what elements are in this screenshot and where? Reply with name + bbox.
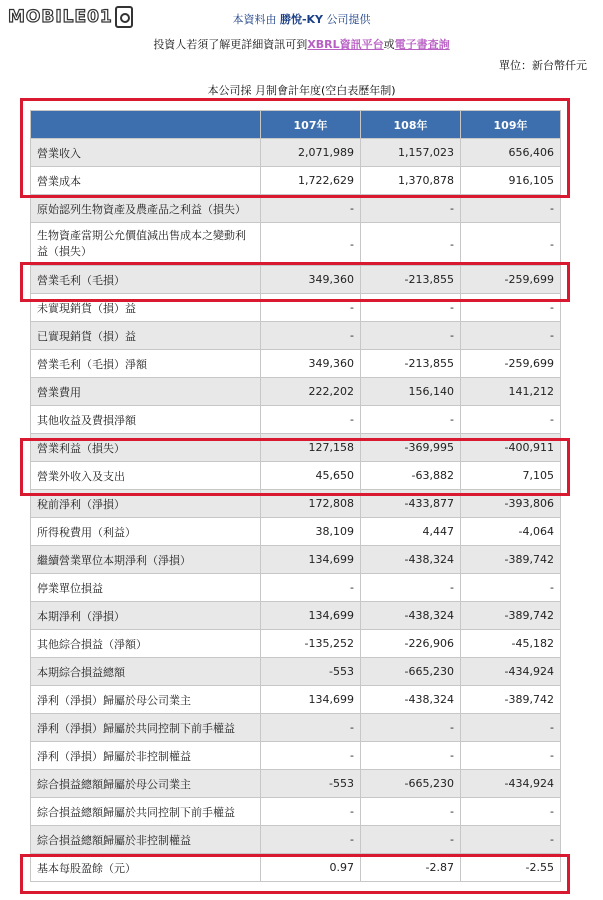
row-value: 134,699 bbox=[261, 602, 361, 630]
row-label: 綜合損益總額歸屬於非控制權益 bbox=[31, 826, 261, 854]
row-value: -2.87 bbox=[361, 854, 461, 882]
row-value: -259,699 bbox=[461, 350, 561, 378]
row-value: -63,882 bbox=[361, 462, 461, 490]
row-label: 營業外收入及支出 bbox=[31, 462, 261, 490]
table-row bbox=[31, 630, 561, 658]
row-label: 淨利（淨損）歸屬於非控制權益 bbox=[31, 742, 261, 770]
row-label: 營業利益（損失） bbox=[31, 434, 261, 462]
ebook-link[interactable]: 電子書查詢 bbox=[394, 38, 450, 51]
row-value: 222,202 bbox=[261, 378, 361, 406]
table-row bbox=[31, 798, 561, 826]
row-label: 其他收益及費損淨額 bbox=[31, 406, 261, 434]
row-label: 營業收入 bbox=[31, 139, 261, 167]
row-value: -553 bbox=[261, 770, 361, 798]
table-row bbox=[31, 167, 561, 195]
row-value: 38,109 bbox=[261, 518, 361, 546]
unit-label: 單位：新台幣仟元 bbox=[499, 59, 587, 72]
table-row bbox=[31, 574, 561, 602]
row-value: 1,157,023 bbox=[361, 139, 461, 167]
row-value: -45,182 bbox=[461, 630, 561, 658]
row-value: - bbox=[261, 322, 361, 350]
row-value: -226,906 bbox=[361, 630, 461, 658]
xbrl-link[interactable]: XBRL資訊平台 bbox=[307, 38, 384, 51]
row-value: -665,230 bbox=[361, 658, 461, 686]
row-value: -389,742 bbox=[461, 546, 561, 574]
row-value: -259,699 bbox=[461, 266, 561, 294]
row-value: -438,324 bbox=[361, 546, 461, 574]
row-value: -4,064 bbox=[461, 518, 561, 546]
table-row bbox=[31, 294, 561, 322]
table-row bbox=[31, 686, 561, 714]
row-label: 其他綜合損益（淨額） bbox=[31, 630, 261, 658]
table-row bbox=[31, 434, 561, 462]
table-row bbox=[31, 406, 561, 434]
company-name: 勝悅-KY bbox=[279, 13, 324, 26]
notice-line bbox=[0, 36, 603, 52]
table-row bbox=[31, 462, 561, 490]
row-label: 本期綜合損益總額 bbox=[31, 658, 261, 686]
table-row bbox=[31, 195, 561, 223]
row-value: 7,105 bbox=[461, 462, 561, 490]
row-value: - bbox=[261, 714, 361, 742]
row-label: 基本每股盈餘（元） bbox=[31, 854, 261, 882]
row-value: -553 bbox=[261, 658, 361, 686]
row-value: 172,808 bbox=[261, 490, 361, 518]
table-row bbox=[31, 139, 561, 167]
row-value: -434,924 bbox=[461, 770, 561, 798]
row-value: - bbox=[361, 223, 461, 266]
table-row bbox=[31, 602, 561, 630]
row-value: 349,360 bbox=[261, 266, 361, 294]
source-prefix: 本資料由 bbox=[232, 13, 277, 26]
row-value: - bbox=[261, 826, 361, 854]
row-value: - bbox=[361, 574, 461, 602]
row-label: 營業毛利（毛損） bbox=[31, 266, 261, 294]
table-row bbox=[31, 854, 561, 882]
table-row bbox=[31, 658, 561, 686]
row-value: 1,722,629 bbox=[261, 167, 361, 195]
row-value: 0.97 bbox=[261, 854, 361, 882]
table-row bbox=[31, 322, 561, 350]
row-label: 淨利（淨損）歸屬於母公司業主 bbox=[31, 686, 261, 714]
row-value: 156,140 bbox=[361, 378, 461, 406]
row-value: -434,924 bbox=[461, 658, 561, 686]
row-value: 134,699 bbox=[261, 686, 361, 714]
table-row bbox=[31, 266, 561, 294]
row-value: -438,324 bbox=[361, 602, 461, 630]
table-header-row bbox=[31, 111, 561, 139]
row-value: - bbox=[361, 714, 461, 742]
row-label: 所得稅費用（利益） bbox=[31, 518, 261, 546]
row-value: - bbox=[261, 574, 361, 602]
row-value: - bbox=[461, 574, 561, 602]
fiscal-basis-label: 本公司採 月制會計年度(空白表歷年制) bbox=[207, 84, 396, 97]
row-value: -400,911 bbox=[461, 434, 561, 462]
table-row bbox=[31, 378, 561, 406]
row-value: - bbox=[261, 798, 361, 826]
row-value: 141,212 bbox=[461, 378, 561, 406]
table-row bbox=[31, 770, 561, 798]
table-row bbox=[31, 742, 561, 770]
column-header-109: 109年 bbox=[461, 111, 561, 139]
table-row bbox=[31, 223, 561, 266]
row-value: -369,995 bbox=[361, 434, 461, 462]
row-value: 4,447 bbox=[361, 518, 461, 546]
row-value: - bbox=[461, 742, 561, 770]
row-value: 2,071,989 bbox=[261, 139, 361, 167]
row-value: 134,699 bbox=[261, 546, 361, 574]
row-value: 349,360 bbox=[261, 350, 361, 378]
row-value: -213,855 bbox=[361, 266, 461, 294]
row-label: 未實現銷貨（損）益 bbox=[31, 294, 261, 322]
row-value: - bbox=[361, 294, 461, 322]
table-row bbox=[31, 546, 561, 574]
row-label: 繼續營業單位本期淨利（淨損） bbox=[31, 546, 261, 574]
source-suffix: 公司提供 bbox=[326, 13, 371, 26]
table-row bbox=[31, 826, 561, 854]
row-value: - bbox=[361, 798, 461, 826]
income-statement-table bbox=[30, 110, 561, 882]
row-value: - bbox=[461, 826, 561, 854]
column-header-107: 107年 bbox=[261, 111, 361, 139]
row-label: 綜合損益總額歸屬於共同控制下前手權益 bbox=[31, 798, 261, 826]
row-value: -2.55 bbox=[461, 854, 561, 882]
row-value: - bbox=[361, 742, 461, 770]
row-label: 營業毛利（毛損）淨額 bbox=[31, 350, 261, 378]
row-value: - bbox=[361, 826, 461, 854]
row-value: - bbox=[461, 322, 561, 350]
row-value: - bbox=[361, 406, 461, 434]
column-header-blank bbox=[31, 111, 261, 139]
row-value: -433,877 bbox=[361, 490, 461, 518]
logo-text: MOBILE01 bbox=[8, 7, 113, 27]
row-value: 916,105 bbox=[461, 167, 561, 195]
row-label: 營業成本 bbox=[31, 167, 261, 195]
table-row bbox=[31, 518, 561, 546]
row-value: - bbox=[461, 294, 561, 322]
row-value: -389,742 bbox=[461, 602, 561, 630]
row-label: 營業費用 bbox=[31, 378, 261, 406]
row-label: 稅前淨利（淨損） bbox=[31, 490, 261, 518]
table-row bbox=[31, 490, 561, 518]
row-value: -213,855 bbox=[361, 350, 461, 378]
row-value: -393,806 bbox=[461, 490, 561, 518]
notice-prefix: 投資人若須了解更詳細資訊可到 bbox=[153, 38, 308, 51]
row-value: 656,406 bbox=[461, 139, 561, 167]
row-value: 45,650 bbox=[261, 462, 361, 490]
row-value: -135,252 bbox=[261, 630, 361, 658]
row-value: 1,370,878 bbox=[361, 167, 461, 195]
row-label: 已實現銷貨（損）益 bbox=[31, 322, 261, 350]
row-label: 原始認列生物資產及農產品之利益（損失） bbox=[31, 195, 261, 223]
column-header-108: 108年 bbox=[361, 111, 461, 139]
row-value: - bbox=[361, 195, 461, 223]
row-label: 綜合損益總額歸屬於母公司業主 bbox=[31, 770, 261, 798]
row-value: -438,324 bbox=[361, 686, 461, 714]
source-line bbox=[0, 11, 603, 27]
notice-mid: 或 bbox=[383, 38, 395, 51]
row-value: -665,230 bbox=[361, 770, 461, 798]
table-row bbox=[31, 714, 561, 742]
row-value: - bbox=[261, 294, 361, 322]
row-value: - bbox=[261, 195, 361, 223]
row-label: 本期淨利（淨損） bbox=[31, 602, 261, 630]
row-label: 停業單位損益 bbox=[31, 574, 261, 602]
row-value: - bbox=[461, 195, 561, 223]
row-value: - bbox=[461, 223, 561, 266]
row-label: 淨利（淨損）歸屬於共同控制下前手權益 bbox=[31, 714, 261, 742]
row-value: - bbox=[261, 406, 361, 434]
row-value: -389,742 bbox=[461, 686, 561, 714]
row-value: - bbox=[461, 406, 561, 434]
row-label: 生物資產當期公允價值減出售成本之變動利益（損失） bbox=[31, 223, 261, 266]
row-value: - bbox=[261, 223, 361, 266]
table-row bbox=[31, 350, 561, 378]
row-value: - bbox=[361, 322, 461, 350]
row-value: - bbox=[261, 742, 361, 770]
row-value: 127,158 bbox=[261, 434, 361, 462]
row-value: - bbox=[461, 714, 561, 742]
row-value: - bbox=[461, 798, 561, 826]
